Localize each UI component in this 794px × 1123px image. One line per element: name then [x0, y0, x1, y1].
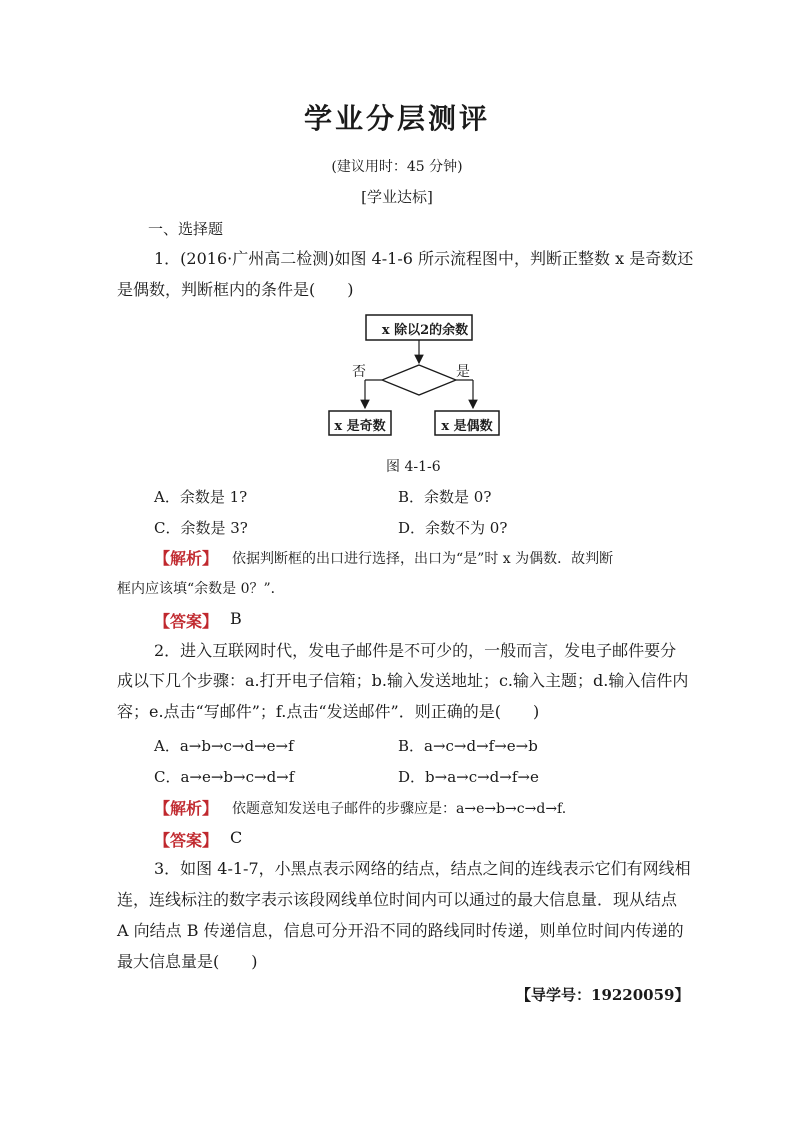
flowchart-left-text: x 是奇数 — [334, 419, 386, 434]
q2-option-a: A．a→b→c→d→e→f — [154, 737, 294, 755]
q3-line-4: 最大信息量是( ) — [117, 952, 258, 971]
q2-answer: C — [230, 828, 243, 847]
page-title: 学业分层测评 — [303, 102, 490, 135]
suggested-time: (建议用时：45 分钟) — [331, 159, 463, 175]
q3-line-1: 3．如图 4-1-7，小黑点表示网络的结点，结点之间的连线表示它们有网线相 — [154, 859, 691, 878]
q2-option-c: C．a→e→b→c→d→f — [154, 768, 295, 786]
flowchart-right-text: x 是偶数 — [441, 419, 493, 434]
q1-analysis-line-2: 框内应该填“余数是 0？”． — [117, 581, 285, 597]
q1-option-b: B．余数是 0? — [398, 488, 492, 506]
q2-line-1: 2．进入互联网时代，发电子邮件是不可少的，一般而言，发电子邮件要分 — [154, 641, 677, 660]
q2-option-b: B．a→c→d→f→e→b — [398, 737, 538, 755]
q2-option-d: D．b→a→c→d→f→e — [398, 768, 539, 786]
q1-option-d: D．余数不为 0? — [398, 519, 508, 537]
q2-line-3: 容；e.点击“写邮件”；f.点击“发送邮件”．则正确的是( ) — [117, 702, 540, 721]
q1-analysis-tag: 【解析】 — [154, 549, 219, 568]
q2-line-2: 成以下几个步骤：a.打开电子信箱；b.输入发送地址；c.输入主题；d.输入信件内 — [117, 671, 689, 690]
q1-line-2: 是偶数，判断框内的条件是( ) — [117, 280, 354, 299]
flowchart-no-label: 否 — [352, 364, 366, 380]
q1-option-a: A．余数是 1? — [154, 488, 248, 506]
q2-analysis-line-1: 依题意知发送电子邮件的步骤应是：a→e→b→c→d→f. — [232, 801, 567, 817]
q1-answer-tag: 【答案】 — [154, 612, 219, 631]
q3-line-3: A 向结点 B 传递信息，信息可分开沿不同的路线同时传递，则单位时间内传递的 — [117, 921, 684, 940]
q3-line-2: 连，连线标注的数字表示该段网线单位时间内可以通过的最大信息量．现从结点 — [117, 890, 678, 909]
level-label: [学业达标] — [361, 188, 433, 206]
flowchart-yes-label: 是 — [456, 364, 470, 380]
q2-answer-tag: 【答案】 — [154, 831, 219, 850]
q1-analysis-line-1: 依据判断框的出口进行选择，出口为“是”时 x 为偶数．故判断 — [232, 551, 614, 567]
flowchart-top-text: x 除以2的余数 — [381, 323, 469, 338]
q1-line-1: 1．(2016·广州高二检测)如图 4-1-6 所示流程图中，判断正整数 x 是奇数还 — [154, 249, 694, 268]
q1-answer: B — [230, 609, 242, 628]
guide-number: 【导学号：19220059】 — [516, 986, 690, 1004]
section-heading: 一、选择题 — [148, 220, 224, 238]
q1-option-c: C．余数是 3? — [154, 519, 248, 537]
decision-diamond — [382, 365, 456, 395]
q2-analysis-tag: 【解析】 — [154, 799, 219, 818]
figure-caption-4-1-6: 图 4-1-6 — [386, 459, 441, 475]
